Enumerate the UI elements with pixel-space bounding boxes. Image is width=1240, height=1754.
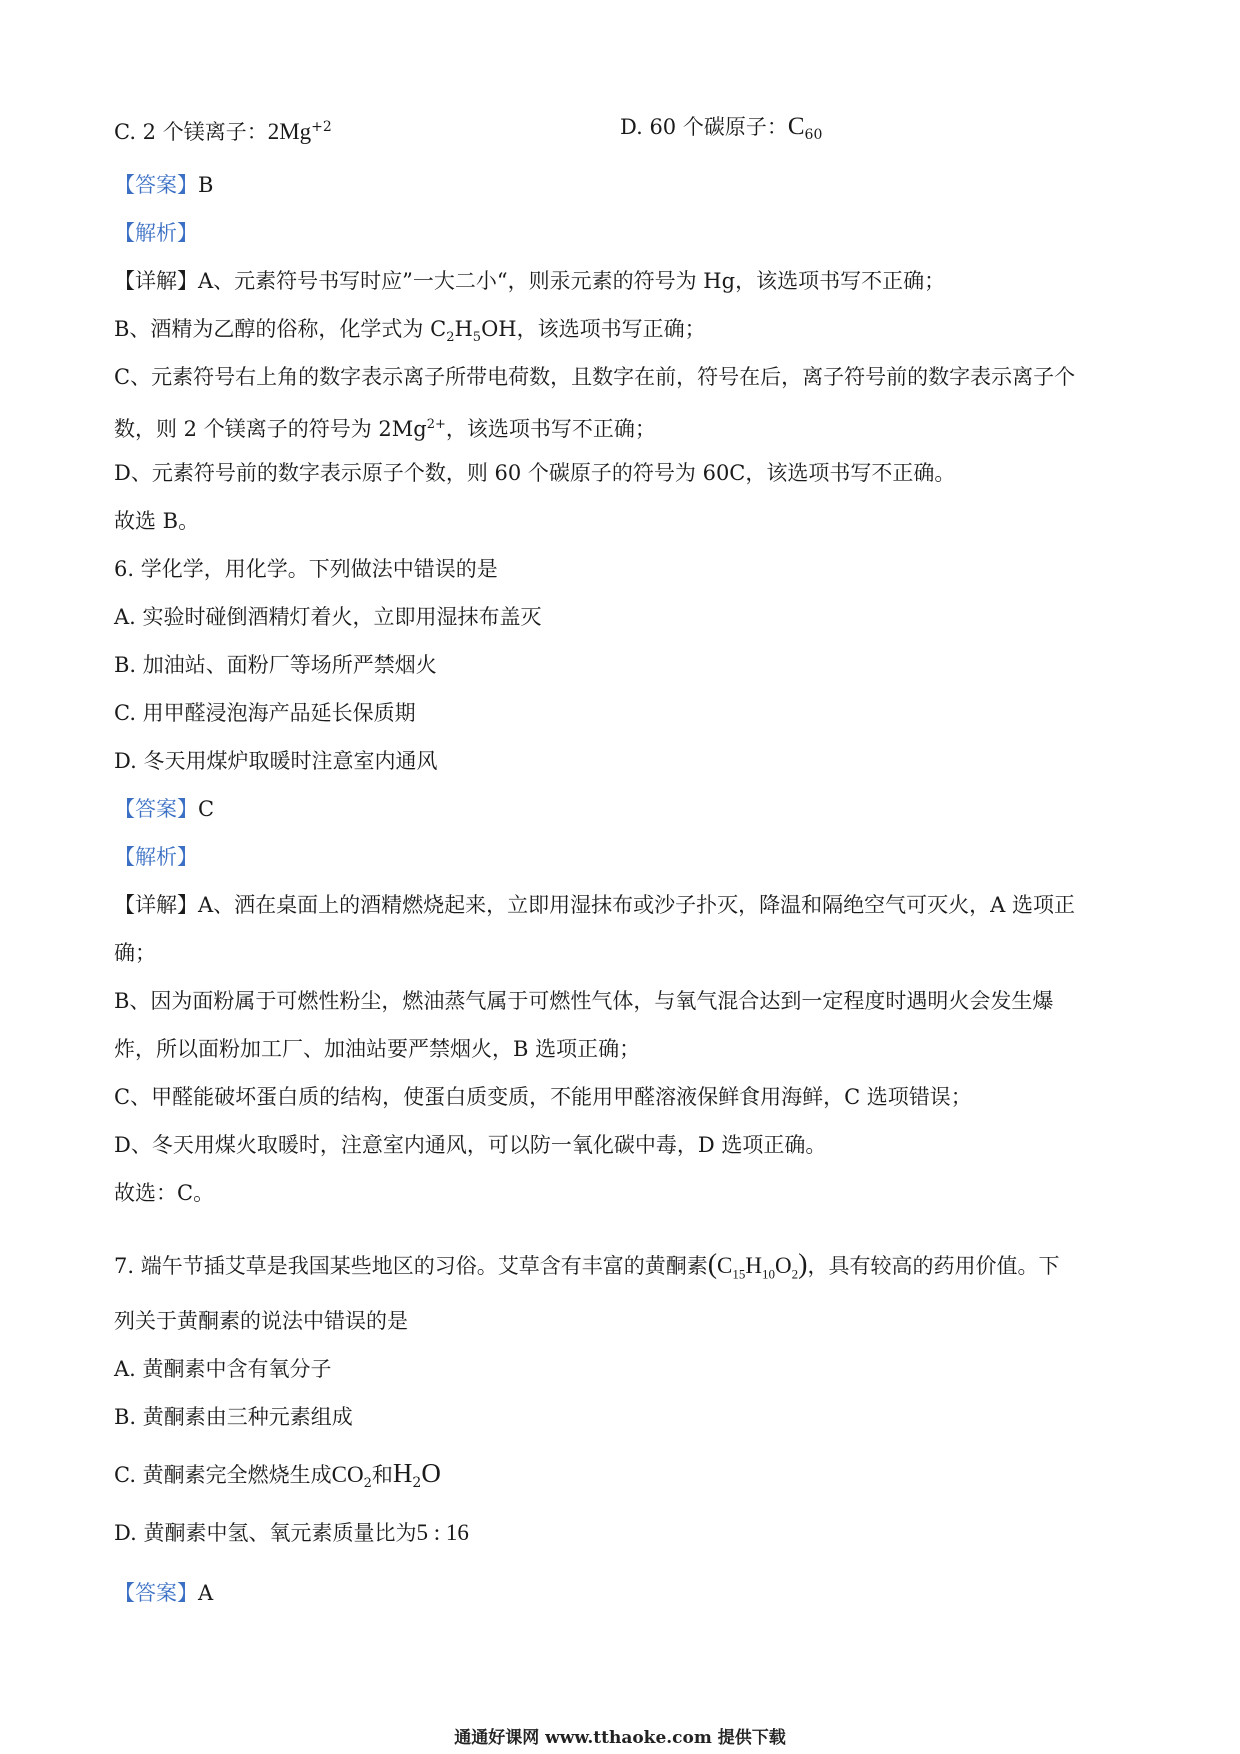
q7-stem-post: ，具有较高的药用价值。下: [807, 1254, 1060, 1278]
q5-conclusion: 故选 B。: [114, 509, 200, 533]
q6-detail-d: D、冬天用煤火取暖时，注意室内通风，可以防一氧化碳中毒，D 选项正确。: [114, 1133, 827, 1157]
q7-option-c: [114, 1458, 441, 1499]
q5-detail-c2-post: ，该选项书写不正确；: [445, 417, 656, 441]
q5-option-d-formula: C: [787, 113, 805, 140]
q5-option-d-subscript: 60: [804, 127, 823, 144]
q5-analysis-tag: 【解析】: [114, 221, 198, 245]
q5-answer: [114, 170, 213, 200]
q7-option-a: A. 黄酮素中含有氧分子: [114, 1357, 332, 1381]
q6-detail-a-line2: 确；: [114, 941, 156, 965]
formula-h-count: 10: [762, 1266, 776, 1282]
formula-h: H: [745, 1253, 763, 1278]
q5-detail-c-line1: C、元素符号右上角的数字表示离子所带电荷数，且数字在前，符号在后，离子符号前的数字表示离子个: [114, 365, 1076, 389]
q5-detail-c-line2: [114, 410, 656, 444]
q6-detail-a-line1: [114, 890, 1075, 920]
answer-value: A: [198, 1581, 214, 1605]
mass-ratio: 5 : 16: [416, 1520, 469, 1545]
answer-tag: 【答案】: [114, 797, 198, 821]
q6-detail-a-text: A、洒在桌面上的酒精燃烧起来，立即用湿抹布或沙子扑灭，降温和隔绝空气可灭火，A 选项正: [198, 893, 1076, 917]
page-footer: 通通好课网 www.tthaoke.com 提供下载: [454, 1728, 786, 1748]
q5-option-d-label: D. 60 个碳原子：: [620, 115, 788, 139]
q7-stem-line2: 列关于黄酮素的说法中错误的是: [114, 1309, 408, 1333]
q5-detail-d: D、元素符号前的数字表示原子个数，则 60 个碳原子的符号为 60C，该选项书写不正确。: [114, 461, 956, 485]
q5-detail-a-text: A、元素符号书写时应”一大二小“，则汞元素的符号为 Hg，该选项书写不正确；: [198, 269, 946, 293]
q5-option-c: [114, 112, 332, 147]
q5-detail-b-post: OH，该选项书写正确；: [481, 317, 706, 341]
q7-option-d-pre: D. 黄酮素中氢、氧元素质量比为: [114, 1521, 417, 1545]
q7-option-c-pre: C. 黄酮素完全燃烧生成: [114, 1463, 332, 1487]
q5-detail-c2-pre: 数，则 2 个镁离子的符号为 2Mg: [114, 417, 427, 441]
formula-c: C: [717, 1253, 733, 1278]
q5-detail-b-sub1: 2: [446, 330, 455, 346]
q7-formula: $(C_{15}H_{10}O_2)$: [707, 1249, 808, 1282]
q7-option-c-and: 和: [371, 1463, 393, 1487]
q6-detail-c: C、甲醛能破坏蛋白质的结构，使蛋白质变质，不能用甲醛溶液保鲜食用海鲜，C 选项错误；: [114, 1085, 972, 1109]
q6-option-b: B. 加油站、面粉厂等场所严禁烟火: [114, 653, 437, 677]
h2o-h: H: [392, 1458, 413, 1488]
q6-option-d: D. 冬天用煤炉取暖时注意室内通风: [114, 749, 438, 773]
q6-analysis-tag: 【解析】: [114, 845, 198, 869]
detail-tag: 【详解】: [114, 269, 198, 293]
answer-value: B: [198, 173, 214, 197]
q5-detail-b: [114, 314, 706, 353]
q7-option-b: B. 黄酮素由三种元素组成: [114, 1405, 353, 1429]
q5-option-c-charge: +2: [311, 119, 332, 135]
q5-detail-b-mid: H: [454, 317, 473, 341]
q6-option-c: C. 用甲醛浸泡海产品延长保质期: [114, 701, 416, 725]
formula-o: O: [775, 1253, 792, 1278]
q5-option-c-label: C. 2 个镁离子：: [114, 120, 268, 144]
q7-stem-pre: 7. 端午节插艾草是我国某些地区的习俗。艾草含有丰富的黄酮素: [114, 1254, 708, 1278]
q5-detail-b-sub2: 5: [472, 330, 482, 346]
q7-option-d: [114, 1518, 469, 1548]
q5-option-c-formula: 2Mg: [267, 119, 312, 144]
q6-answer: [114, 794, 214, 824]
q5-detail-c2-charge: 2+: [426, 417, 446, 432]
q6-conclusion: 故选：C。: [114, 1181, 215, 1205]
q5-detail-b-pre: B、酒精为乙醇的俗称，化学式为 C: [114, 317, 447, 341]
formula-c-count: 15: [732, 1266, 746, 1282]
detail-tag: 【详解】: [114, 893, 198, 917]
h2o-o: O: [421, 1458, 441, 1488]
answer-tag: 【答案】: [114, 1581, 198, 1605]
q6-detail-b-line1: B、因为面粉属于可燃性粉尘，燃油蒸气属于可燃性气体，与氧气混合达到一定程度时遇明火会发生爆: [114, 989, 1054, 1013]
h2o-count: 2: [412, 1475, 422, 1492]
co2-count: 2: [363, 1476, 372, 1492]
q5-option-d: [620, 112, 822, 150]
q7-answer: [114, 1578, 213, 1608]
q6-option-a: A. 实验时碰倒酒精灯着火，立即用湿抹布盖灭: [114, 605, 542, 629]
q7-stem-line1: [114, 1250, 1059, 1290]
answer-value: C: [198, 797, 215, 821]
answer-tag: 【答案】: [114, 173, 198, 197]
q6-stem: 6. 学化学，用化学。下列做法中错误的是: [114, 557, 498, 581]
formula-o-count: 2: [791, 1266, 799, 1282]
q5-detail-a: [114, 266, 945, 296]
co2-formula: CO: [331, 1462, 364, 1487]
q6-detail-b-line2: 炸，所以面粉加工厂、加油站要严禁烟火，B 选项正确；: [114, 1037, 641, 1061]
